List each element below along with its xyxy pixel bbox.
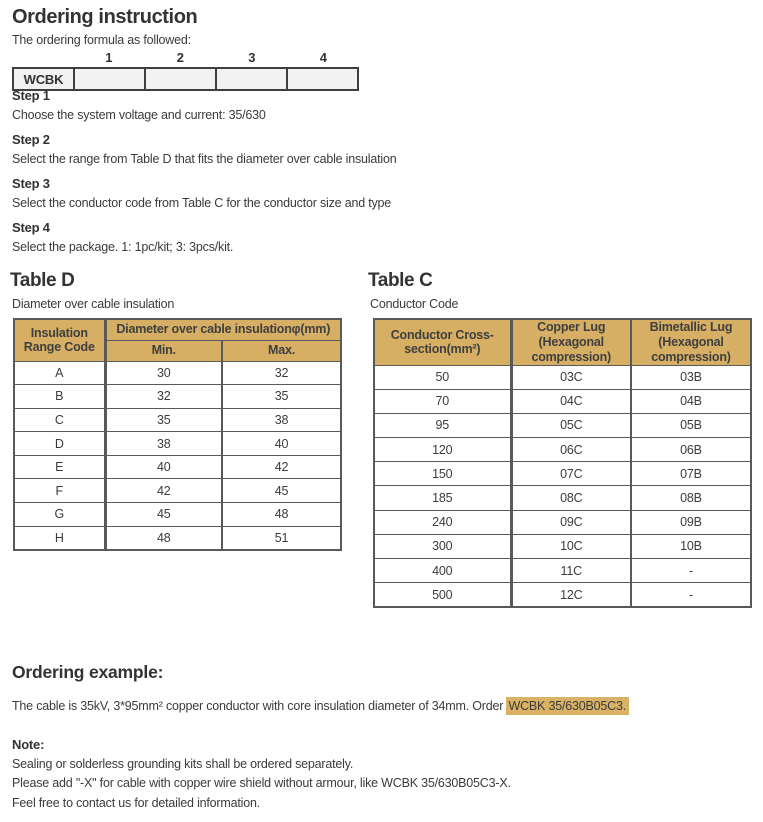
note-line-1: Sealing or solderless grounding kits shall be ordered separately. — [12, 756, 354, 771]
size-cell: 120 — [374, 438, 511, 462]
table-row — [14, 361, 341, 385]
max-cell: 51 — [222, 526, 341, 550]
size-cell: 150 — [374, 462, 511, 486]
formula-position-2: 2 — [176, 50, 184, 65]
formula-position-labels — [12, 50, 359, 67]
header-section — [12, 6, 572, 91]
table-row — [14, 526, 341, 550]
table-d-header-min: Min. — [105, 340, 222, 361]
min-cell: 45 — [105, 503, 222, 527]
max-cell: 35 — [222, 385, 341, 409]
min-cell: 40 — [105, 455, 222, 479]
table-c-header-copper-lug: Copper Lug (Hexagonal compression) — [511, 319, 631, 365]
range-code-cell: G — [14, 503, 105, 527]
table-d-subtitle: Diameter over cable insulation — [12, 297, 175, 311]
table-row — [14, 479, 341, 503]
table-row — [374, 389, 751, 413]
table-row — [14, 408, 341, 432]
table-d-block — [10, 270, 350, 551]
step-1-label: Step 1 — [12, 88, 50, 103]
bimetallic-code-cell: 09B — [631, 510, 751, 534]
table-row — [374, 510, 751, 534]
max-cell: 48 — [222, 503, 341, 527]
table-row — [374, 486, 751, 510]
bimetallic-code-cell: - — [631, 559, 751, 583]
min-cell: 48 — [105, 526, 222, 550]
bimetallic-code-cell: 08B — [631, 486, 751, 510]
formula-cell-1 — [73, 69, 144, 89]
table-c-subtitle: Conductor Code — [370, 297, 459, 311]
ordering-example-text — [12, 698, 752, 714]
step-3-text: Select the conductor code from Table C for the conductor size and type — [12, 196, 392, 210]
note-section — [12, 737, 752, 811]
table-row — [374, 365, 751, 389]
range-code-cell: E — [14, 455, 105, 479]
formula-cell-4 — [286, 69, 357, 89]
table-c — [373, 318, 752, 608]
size-cell: 95 — [374, 413, 511, 437]
size-cell: 500 — [374, 583, 511, 607]
max-cell: 45 — [222, 479, 341, 503]
bimetallic-code-cell: 10B — [631, 534, 751, 558]
formula-cell-2 — [144, 69, 215, 89]
table-row — [14, 503, 341, 527]
table-c-header — [374, 319, 751, 365]
formula-label-spacer — [12, 50, 73, 67]
table-row — [374, 583, 751, 607]
range-code-cell: D — [14, 432, 105, 456]
max-cell: 42 — [222, 455, 341, 479]
table-d-header — [14, 319, 341, 361]
table-c-block — [368, 270, 756, 608]
copper-code-cell: 06C — [511, 438, 631, 462]
table-d-header-diameter: Diameter over cable insulationφ(mm) — [105, 319, 341, 340]
copper-code-cell: 12C — [511, 583, 631, 607]
copper-code-cell: 04C — [511, 389, 631, 413]
tables-section — [0, 270, 763, 650]
max-cell: 40 — [222, 432, 341, 456]
ordering-formula-table — [12, 50, 359, 91]
table-d — [13, 318, 342, 551]
step-2-text: Select the range from Table D that fits the diameter over cable insulation — [12, 152, 397, 166]
size-cell: 185 — [374, 486, 511, 510]
formula-position-1: 1 — [105, 50, 113, 65]
copper-code-cell: 10C — [511, 534, 631, 558]
max-cell: 38 — [222, 408, 341, 432]
copper-code-cell: 03C — [511, 365, 631, 389]
copper-code-cell: 07C — [511, 462, 631, 486]
formula-position-3: 3 — [248, 50, 256, 65]
table-row — [374, 559, 751, 583]
max-cell: 32 — [222, 361, 341, 385]
table-row — [14, 385, 341, 409]
note-line-3: Feel free to contact us for detailed information. — [12, 795, 260, 810]
table-c-header-cross-section: Conductor Cross-section(mm²) — [374, 319, 511, 365]
bimetallic-code-cell: 04B — [631, 389, 751, 413]
min-cell: 42 — [105, 479, 222, 503]
step-3-label: Step 3 — [12, 176, 50, 191]
bimetallic-code-cell: 05B — [631, 413, 751, 437]
size-cell: 50 — [374, 365, 511, 389]
table-row — [14, 455, 341, 479]
note-line-2: Please add "-X" for cable with copper wire shield without armour, like WCBK 35/630B05C3-X. — [12, 776, 511, 790]
copper-code-cell: 09C — [511, 510, 631, 534]
step-4-text: Select the package. 1: 1pc/kit; 3: 3pcs/kit. — [12, 240, 234, 254]
formula-subtitle: The ordering formula as followed: — [12, 33, 191, 47]
min-cell: 35 — [105, 408, 222, 432]
order-code-highlight: WCBK 35/630B05C3. — [506, 697, 629, 715]
table-c-body — [374, 365, 751, 607]
table-row — [374, 462, 751, 486]
bimetallic-code-cell: 07B — [631, 462, 751, 486]
range-code-cell: F — [14, 479, 105, 503]
min-cell: 30 — [105, 361, 222, 385]
formula-position-4: 4 — [319, 50, 327, 65]
bimetallic-code-cell: 06B — [631, 438, 751, 462]
page-title: Ordering instruction — [12, 6, 198, 28]
table-c-header-bimetallic-lug: Bimetallic Lug (Hexagonal compression) — [631, 319, 751, 365]
formula-prefix-cell: WCBK — [23, 71, 64, 87]
formula-cell-3 — [215, 69, 286, 89]
step-2-label: Step 2 — [12, 132, 50, 147]
bimetallic-code-cell: - — [631, 583, 751, 607]
table-row — [374, 534, 751, 558]
size-cell: 300 — [374, 534, 511, 558]
size-cell: 70 — [374, 389, 511, 413]
step-1-text: Choose the system voltage and current: 35/630 — [12, 108, 266, 122]
table-d-header-range-code: Insulation Range Code — [14, 319, 105, 361]
size-cell: 240 — [374, 510, 511, 534]
copper-code-cell: 08C — [511, 486, 631, 510]
steps-section — [12, 88, 612, 261]
copper-code-cell: 05C — [511, 413, 631, 437]
table-d-header-max: Max. — [222, 340, 341, 361]
min-cell: 38 — [105, 432, 222, 456]
table-d-title: Table D — [10, 270, 75, 291]
table-d-body — [14, 361, 341, 550]
ordering-example-section — [12, 662, 752, 714]
copper-code-cell: 11C — [511, 559, 631, 583]
min-cell: 32 — [105, 385, 222, 409]
table-row — [14, 432, 341, 456]
note-label: Note: — [12, 737, 45, 752]
table-c-title: Table C — [368, 270, 433, 291]
table-row — [374, 438, 751, 462]
range-code-cell: C — [14, 408, 105, 432]
table-row — [374, 413, 751, 437]
range-code-cell: A — [14, 361, 105, 385]
bimetallic-code-cell: 03B — [631, 365, 751, 389]
ordering-example-title: Ordering example: — [12, 662, 164, 682]
size-cell: 400 — [374, 559, 511, 583]
example-text-before: The cable is 35kV, 3*95mm² copper conductor with core insulation diameter of 34mm. Order — [12, 699, 507, 713]
step-4-label: Step 4 — [12, 220, 50, 235]
range-code-cell: H — [14, 526, 105, 550]
range-code-cell: B — [14, 385, 105, 409]
